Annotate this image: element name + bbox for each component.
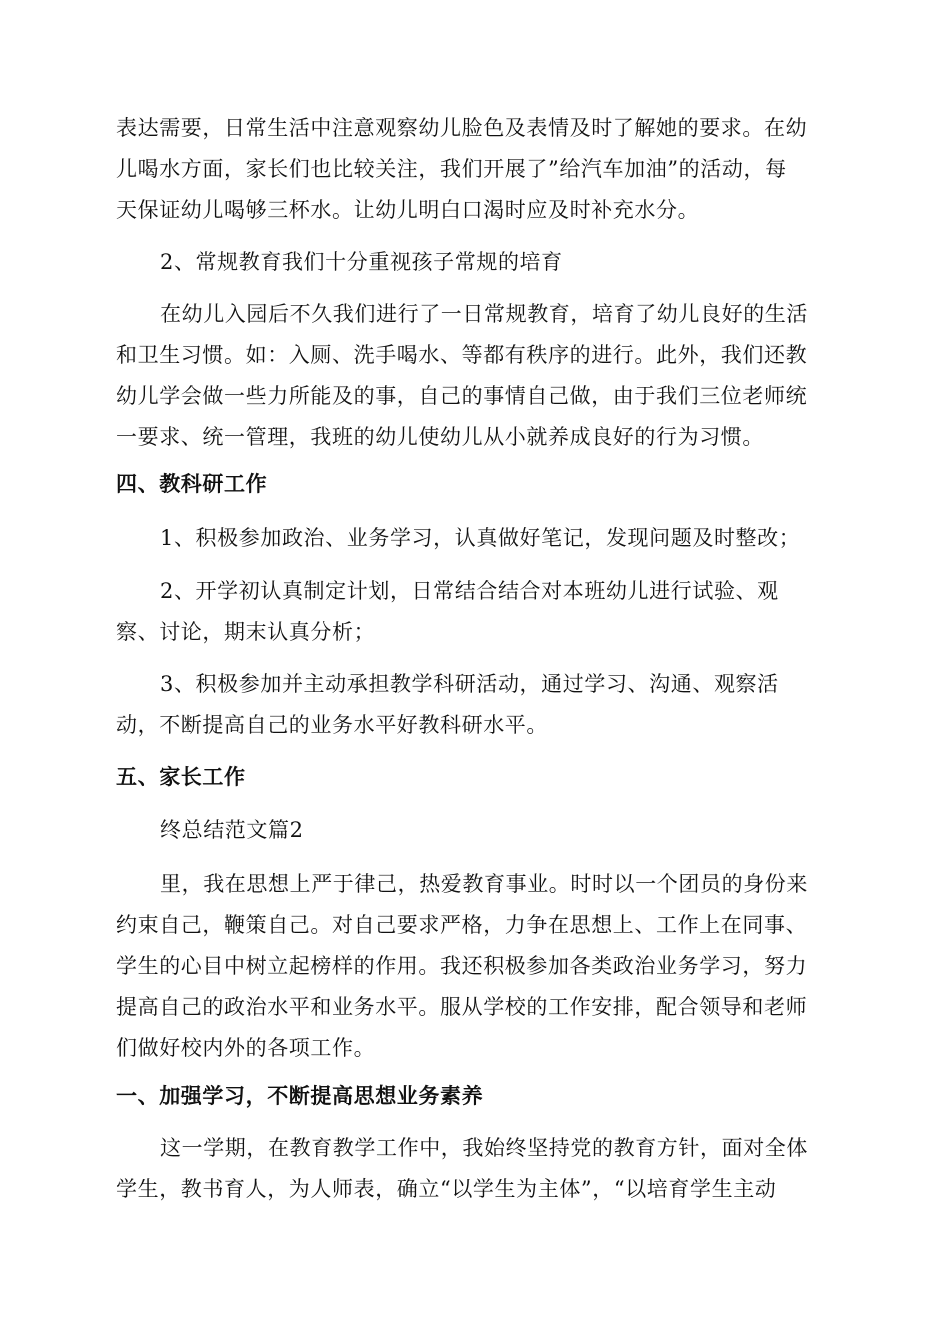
list-item-text: 察、讨论，期末认真分析； <box>116 620 376 644</box>
body-text-line: 幼儿学会做一些力所能及的事，自己的事情自己做，由于我们三位老师统 <box>116 384 808 408</box>
body-text-line: 提高自己的政治水平和业务水平。服从学校的工作安排，配合领导和老师 <box>116 995 808 1019</box>
body-text-line: 在幼儿入园后不久我们进行了一日常规教育，培育了幼儿良好的生活 <box>160 302 808 326</box>
section-heading: 四、教科研工作 <box>116 472 268 496</box>
body-text-line: 表达需要，日常生活中注意观察幼儿脸色及表情及时了解她的要求。在幼 <box>116 116 808 140</box>
body-text-line: 一要求、统一管理，我班的幼儿使幼儿从小就养成良好的行为习惯。 <box>116 425 764 449</box>
list-item-text: 1、积极参加政治、业务学习，认真做好笔记，发现问题及时整改； <box>160 526 801 550</box>
body-text-line: 学生的心目中树立起榜样的作用。我还积极参加各类政治业务学习，努力 <box>116 954 808 978</box>
list-item-text: 动，不断提高自己的业务水平好教科研水平。 <box>116 713 548 737</box>
list-item-text: 3、积极参加并主动承担教学科研活动，通过学习、沟通、观察活 <box>160 672 779 696</box>
body-text-line: 里，我在思想上严于律己，热爱教育事业。时时以一个团员的身份来 <box>160 872 808 896</box>
body-text-line: 学生，教书育人，为人师表，确立“以学生为主体”，“以培育学生主动 <box>116 1177 777 1201</box>
section-heading: 五、家长工作 <box>116 765 246 789</box>
body-text-line: 儿喝水方面，家长们也比较关注，我们开展了”给汽车加油”的活动，每 <box>116 157 787 181</box>
list-item-text: 2、开学初认真制定计划，日常结合结合对本班幼儿进行试验、观 <box>160 579 779 603</box>
body-text-line: 和卫生习惯。如：入厕、洗手喝水、等都有秩序的进行。此外，我们还教 <box>116 343 808 367</box>
body-text-line: 们做好校内外的各项工作。 <box>116 1036 376 1060</box>
subtitle-text: 终总结范文篇2 <box>160 818 304 842</box>
body-text-line: 天保证幼儿喝够三杯水。让幼儿明白口渴时应及时补充水分。 <box>116 198 700 222</box>
list-item-text: 2、常规教育我们十分重视孩子常规的培育 <box>160 250 563 274</box>
body-text-line: 约束自己，鞭策自己。对自己要求严格，力争在思想上、工作上在同事、 <box>116 913 808 937</box>
section-heading: 一、加强学习，不断提高思想业务素养 <box>116 1084 484 1108</box>
body-text-line: 这一学期，在教育教学工作中，我始终坚持党的教育方针，面对全体 <box>160 1136 808 1160</box>
